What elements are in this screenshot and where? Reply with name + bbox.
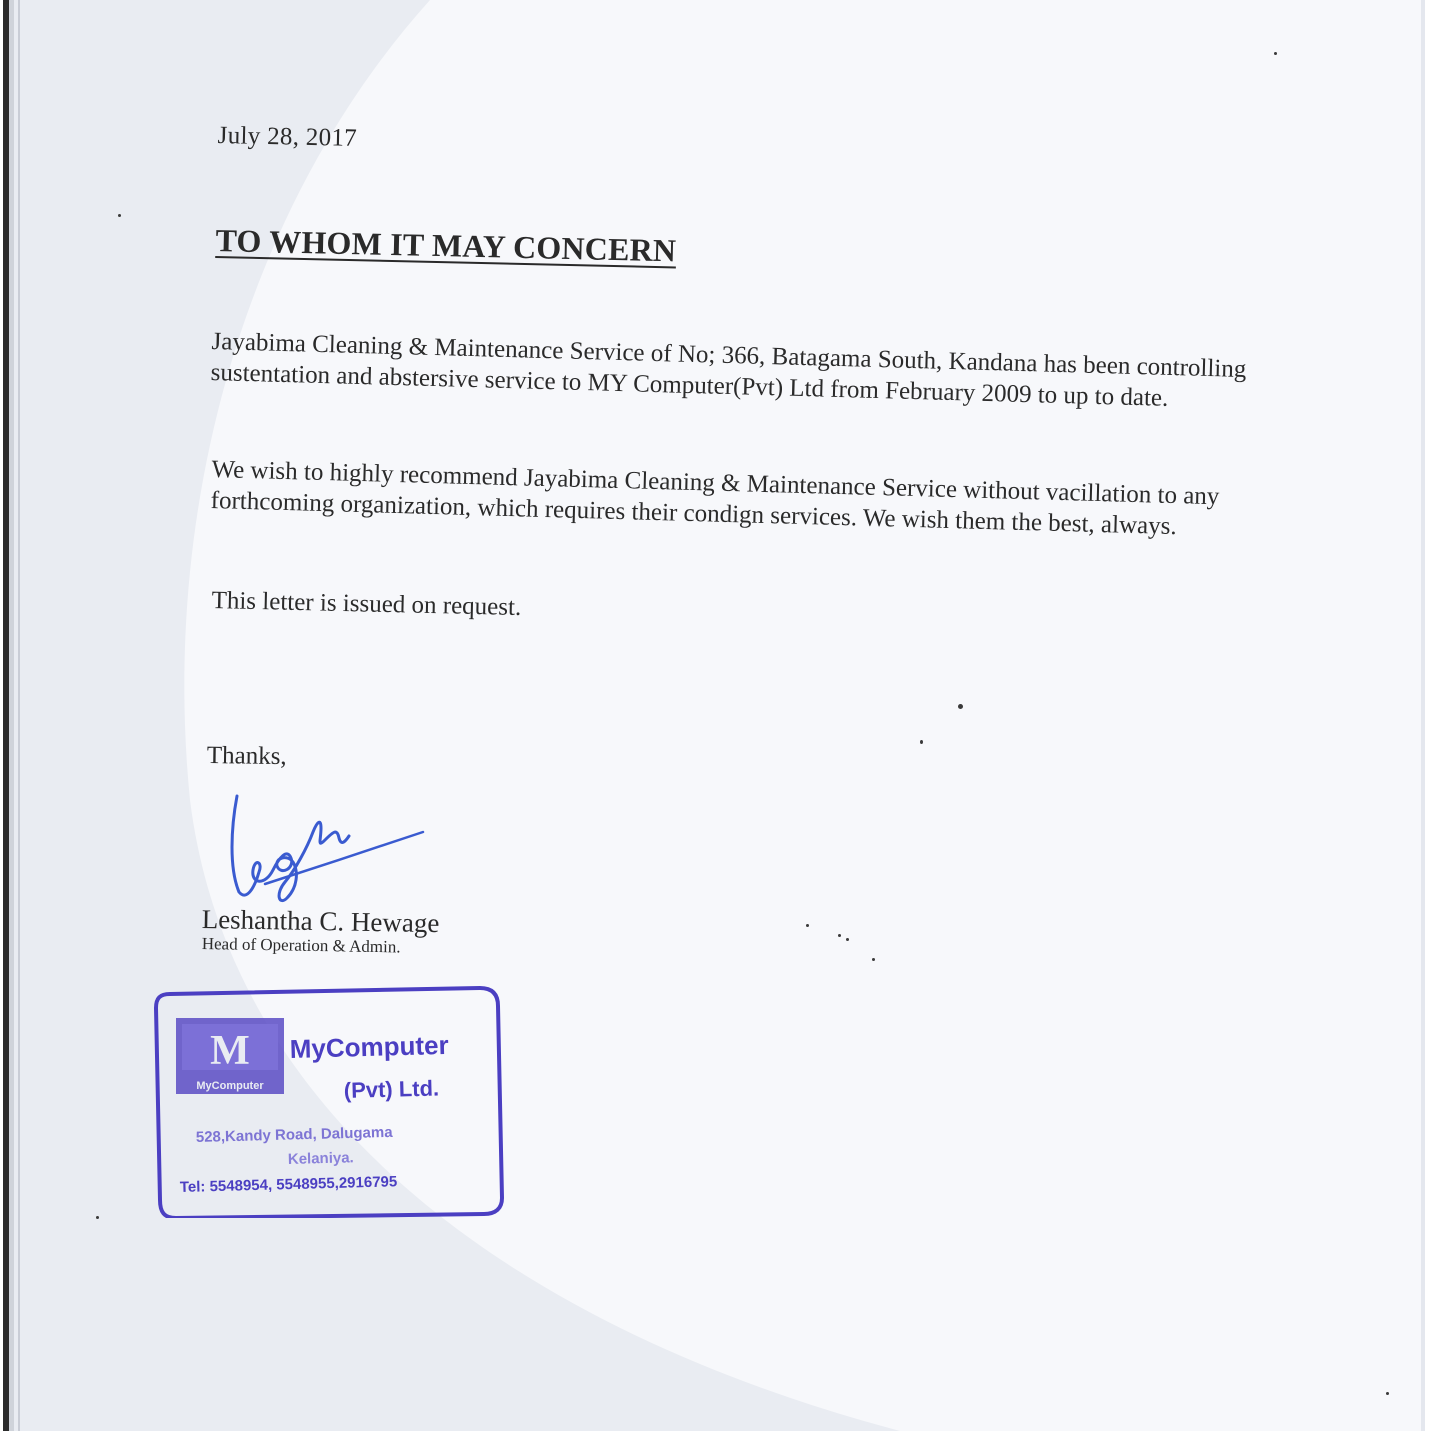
signer-name: Leshantha C. Hewage <box>201 904 440 939</box>
stamp-phone: Tel: 5548954, 5548955,2916795 <box>179 1173 398 1196</box>
stamp-company-line2: (Pvt) Ltd. <box>343 1075 440 1103</box>
letter-date: July 28, 2017 <box>217 122 358 152</box>
svg-text:M: M <box>210 1028 250 1074</box>
letter-paragraph-3: This letter is issued on request. <box>211 586 522 622</box>
stamp-logo-icon <box>176 1018 284 1094</box>
stamp-address-line1: 528,Kandy Road, Dalugama <box>195 1123 393 1146</box>
company-stamp <box>152 986 504 1218</box>
stamp-logo-text: MyComputer <box>196 1080 264 1092</box>
letter-heading: TO WHOM IT MAY CONCERN <box>215 222 677 269</box>
scan-right-edge <box>1421 0 1431 1431</box>
letter-closing: Thanks, <box>206 742 287 771</box>
stamp-address-line2: Kelaniya. <box>287 1149 354 1168</box>
scan-left-edge-line <box>18 0 20 1431</box>
handwritten-signature <box>225 788 435 908</box>
scan-left-edge <box>0 0 14 1431</box>
stamp-company-line1: MyComputer <box>289 1029 450 1064</box>
letter-paragraph-1: Jayabima Cleaning & Maintenance Service of No; 366, Batagama South, Kandana has been controlling sustentation and abstersive service to MY Computer(Pvt) Ltd from February 2009 to up to date. <box>210 327 1247 412</box>
signer-title: Head of Operation & Admin. <box>201 934 401 957</box>
letter-paragraph-2: We wish to highly recommend Jayabima Cleaning & Maintenance Service without vacillation to any forthcoming organization, which requires their condign services. We wish them the best, always. <box>210 455 1220 541</box>
